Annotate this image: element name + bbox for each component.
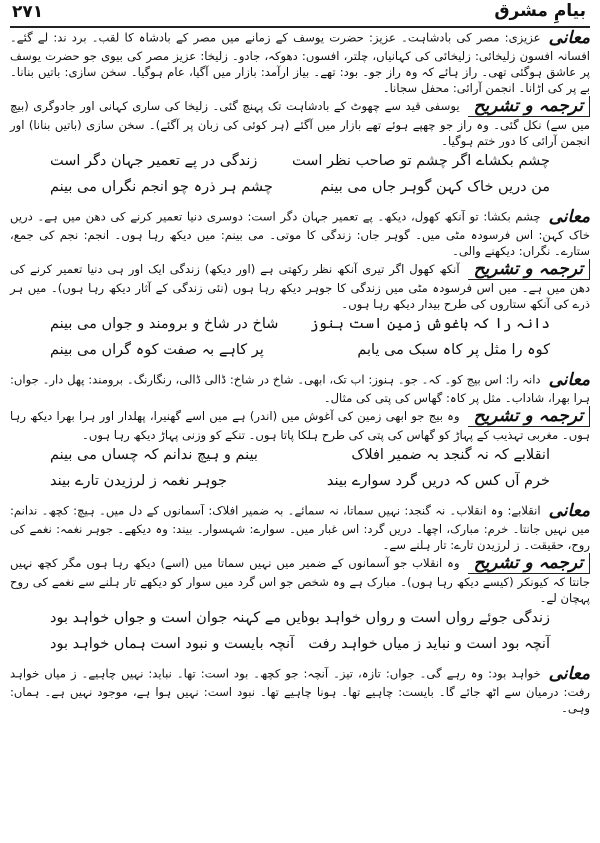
maani-heading: معانی (548, 501, 590, 521)
verse-left: جوہر نغمہ ز لرزیدن تارے بیند (50, 473, 227, 489)
maani-section (10, 28, 590, 96)
verse-couplets (10, 606, 590, 664)
section-text: خواہد بود: وہ رہے گی۔ جواں: تازہ، تیز۔ آنچہ: جو کچھ۔ بود است: تھا۔ نباید: نہیں چاہیے۔ ز میاں خواہد رفت: درمیان سے اٹھ جائے گا۔ بایست: چاہیے تھا۔ ہونا چاہیے تھا۔ نبود است: نہیں ہوا ہے، موجود نہیں ہے۔ ہماں: وہی۔ (10, 666, 590, 715)
section-text: عزیزی: مصر کی بادشاہت۔ عزیز: حضرت یوسف کے زمانے میں مصر کے بادشاہ کا لقب۔ برد ند: لے گئے۔ افسانہ افسون زلیخائی: زلیخائی کی کہانیاں، چلتر، افسوں: دھوکہ، جادو۔ زلیخا: عزیز مصر کی بیوی جو حضرت یوسف پر عاشق ہوگئی تھی۔ راز ہائے کہ وہ راز جو۔ بود: تھے۔ بیاز ارآمد: بازار میں آگیا، عام ہوگیا۔ سخن سازی: باتیں بنانا۔ بے پر کی اڑانا۔ انجمن آرائی: محفل سجانا۔ (10, 30, 590, 95)
maani-heading: معانی (548, 28, 590, 48)
maani-section (10, 370, 590, 406)
tarjuma-section (10, 553, 590, 606)
verse-left: پر کاہے بہ صفت کوہ گراں می بینم (50, 342, 264, 358)
section-text: وہ بیج جو ابھی زمین کی آغوش میں (اندر) ہے میں اسے گھنیرا، پھلدار اور ہرا بھرا دیکھ رہا ہوں۔ مغربی تہذیب کے پہاڑ کو گھاس کی پتی کی طرح ہلکا پاتا ہوں۔ تنکے کو وزنی پہاڑ دیکھ رہا ہوں۔ (10, 409, 590, 442)
page-body (10, 28, 590, 716)
tarjuma-section (10, 96, 590, 149)
verse-right: من دریں خاک کہن گوہر جاں می بینم (320, 179, 550, 195)
verse-left: شاخ در شاخ و برومند و جواں می بینم (50, 316, 279, 332)
verse-couplets (10, 312, 590, 370)
tarjuma-section (10, 406, 590, 443)
page-number: ۲۷۱ (12, 2, 44, 22)
section-text: وہ انقلاب جو آسمانوں کے ضمیر میں نہیں سماتا میں (اسے) دیکھ رہا ہوں مگر کچھ نہیں جانتا کہ کیونکر (کیسے دیکھ رہا ہوں)۔ مبارک ہے وہ شخص جو اس گرد میں سوار کو دیکھے تار ہلنے سے نغمے کی روح پہچان لے۔ (10, 556, 590, 605)
tarjuma-heading: ترجمہ و تشریح (468, 96, 590, 117)
tarjuma-heading: ترجمہ و تشریح (468, 406, 590, 427)
verse-left: آنچہ بایست و نبود است ہماں خواہد بود (50, 636, 295, 652)
maani-section (10, 207, 590, 259)
verse-left: ایں مے کہنہ جوان است و جواں خواہد بود (50, 610, 305, 626)
verse-right: آنچہ بود است و نباید ز میاں خواہد رفت (308, 636, 550, 652)
verse-right: دانہ را کہ باغوش زمین است ہنوز (309, 316, 550, 332)
verse-left: بینم و ہیچ ندانم کہ چساں می بینم (50, 447, 258, 463)
verse-right: زندگی جوئے رواں است و رواں خواہد بود (301, 610, 550, 626)
maani-section (10, 501, 590, 553)
section-text: انقلابے: وہ انقلاب۔ نہ گنجد: نہیں سماتا، نہ سمائے۔ بہ ضمیر افلاک: آسمانوں کے دل میں۔ ہیچ: کچھ۔ ندانم: میں نہیں جانتا۔ خرم: مبارک، اچھا۔ دریں گرد: اس غبار میں۔ سوارے: شہسوار۔ بیند: وہ دیکھے۔ جوہر نغمہ: نغمے کی روح، حقیقت۔ ز لرزیدن تارے: تار ہلنے سے۔ (10, 503, 590, 552)
tarjuma-heading: ترجمہ و تشریح (468, 259, 590, 280)
section-text: آنکھ کھول اگر تیری آنکھ نظر رکھتی ہے (اور دیکھ) زندگی ایک اور ہی دنیا تعمیر کرنے کی دھن میں ہے۔ میں اس فرسودہ مٹی میں زندگی کا جوہر دیکھ رہا ہوں (نئی زندگی کے آثار دیکھ رہا ہوں)۔ میں ہر ذرے کی آنکھ ستاروں کی طرح بیدار دیکھ رہا ہوں۔ (10, 262, 590, 311)
maani-heading: معانی (548, 370, 590, 390)
section-text: چشم بکشا: تو آنکھ کھول، دیکھ۔ پے تعمیر جہان دگر است: دوسری دنیا تعمیر کرنے کی دھن میں ہے۔ دریں خاک کہن: اس فرسودہ مٹی میں۔ گوہر جاں: زندگی کا موتی۔ می بینم: میں دیکھ رہا ہوں۔ انجم: نجم کی جمع، ستارے۔ نگراں: دیکھنے والی۔ (10, 209, 590, 258)
verse-couplets (10, 149, 590, 207)
verse-right: انقلابے کہ نہ گنجد بہ ضمیر افلاک (351, 447, 550, 463)
verse-left: زندگی در پے تعمیر جہان دگر است (50, 153, 258, 169)
maani-section (10, 664, 590, 716)
verse-couplets (10, 443, 590, 501)
verse-right: چشم بکشاے اگر چشم تو صاحب نظر است (292, 153, 550, 169)
section-text: دانہ را: اس بیج کو۔ کہ۔ جو۔ ہنوز: اب تک، ابھی۔ شاخ در شاخ: ڈالی ڈالی، رنگارنگ۔ برومند: پھل دار۔ جواں: ہرا بھرا، شاداب۔ مثل پر کاہ: گھاس کی پتی کی مثال۔ (10, 372, 590, 405)
book-title: بیامِ مشرق (494, 1, 586, 21)
section-text: یوسفی قید سے چھوٹ کے بادشاہت تک پہنچ گئی۔ زلیخا کی ساری کہانی اور جادوگری (بیچ میں سے) نکل گئی۔ وہ راز جو چھپے ہوئے تھے بازار میں آگئے (ہر کوئی کی زبان پر آگئے)۔ سخن سازی (باتیں بنانا) اور انجمن آرائی کا دور ختم ہوگیا۔ (10, 99, 590, 148)
maani-heading: معانی (548, 664, 590, 684)
maani-heading: معانی (548, 207, 590, 227)
verse-right: کوہ را مثل پر کاہ سبک می یابم (357, 342, 550, 358)
tarjuma-heading: ترجمہ و تشریح (468, 553, 590, 574)
verse-right: خرم آں کس کہ دریں گرد سوارے بیند (326, 473, 550, 489)
verse-left: چشم ہر ذرہ چو انجم نگراں می بینم (50, 179, 273, 195)
tarjuma-section (10, 259, 590, 312)
page-header (10, 0, 590, 28)
